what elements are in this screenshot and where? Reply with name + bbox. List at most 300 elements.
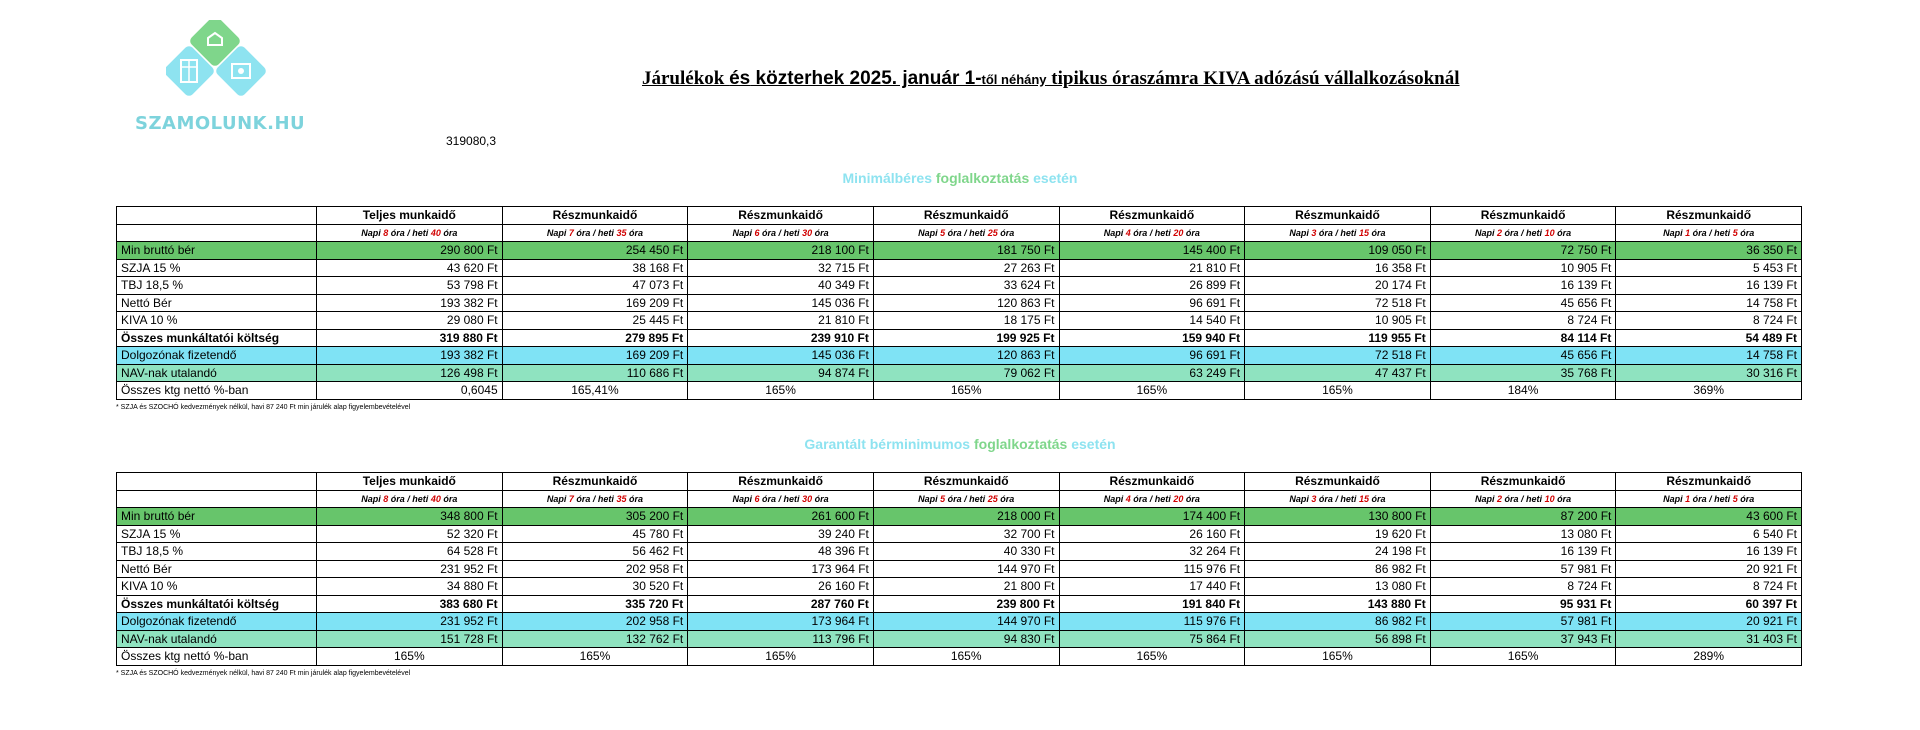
hours-value: 5: [1732, 493, 1738, 504]
value-cell: 8 724 Ft: [1430, 312, 1616, 330]
column-header: Részmunkaidő: [1430, 473, 1616, 491]
hours-value: 10: [1544, 227, 1555, 238]
row-label: TBJ 18,5 %: [117, 543, 317, 561]
section2-title: [0, 436, 1920, 452]
column-header: Részmunkaidő: [1430, 207, 1616, 225]
value-cell: 24 198 Ft: [1245, 543, 1431, 561]
value-cell: 47 437 Ft: [1245, 364, 1431, 382]
hours-label: óra / heti: [390, 227, 429, 238]
table-row: [117, 347, 1802, 365]
calculator-house-logo-icon: [166, 20, 276, 106]
value-cell: 64 528 Ft: [317, 543, 503, 561]
value-cell: 254 450 Ft: [502, 242, 688, 260]
reference-number: 319080,3: [446, 134, 497, 148]
title-part: tipikus óraszámra KIVA adózású vállalkozásoknál: [1046, 68, 1460, 89]
value-cell: 16 139 Ft: [1616, 277, 1802, 295]
value-cell: 35 768 Ft: [1430, 364, 1616, 382]
hours-label: óra: [1000, 493, 1015, 504]
row-label: Összes ktg nettó %-ban: [117, 648, 317, 666]
value-cell: 21 810 Ft: [1059, 259, 1245, 277]
column-header: Részmunkaidő: [1059, 207, 1245, 225]
section1-title: [0, 170, 1920, 186]
hours-value: 25: [987, 493, 998, 504]
value-cell: 193 382 Ft: [317, 294, 503, 312]
value-cell: 14 758 Ft: [1616, 294, 1802, 312]
value-cell: 369%: [1616, 382, 1802, 400]
hours-value: 5: [940, 227, 946, 238]
value-cell: 36 350 Ft: [1616, 242, 1802, 260]
value-cell: 26 160 Ft: [1059, 525, 1245, 543]
hours-value: 4: [1125, 227, 1131, 238]
hours-value: 5: [1732, 227, 1738, 238]
value-cell: 94 830 Ft: [873, 630, 1059, 648]
section-title-part: Garantált bérminimumos: [804, 436, 971, 452]
column-header: Részmunkaidő: [688, 207, 874, 225]
section-title-part: Minimálbéres: [842, 170, 932, 186]
value-cell: 110 686 Ft: [502, 364, 688, 382]
value-cell: 54 489 Ft: [1616, 329, 1802, 347]
header-row: [117, 473, 1802, 491]
page-title: [642, 68, 1460, 90]
value-cell: 30 316 Ft: [1616, 364, 1802, 382]
value-cell: 14 758 Ft: [1616, 347, 1802, 365]
value-cell: 20 921 Ft: [1616, 613, 1802, 631]
hours-label: óra / heti: [1318, 493, 1357, 504]
hours-cell: [1059, 490, 1245, 508]
hours-label: óra / heti: [762, 227, 800, 238]
row-label: Dolgozónak fizetendő: [117, 613, 317, 631]
hours-value: 30: [802, 493, 813, 504]
value-cell: 27 263 Ft: [873, 259, 1059, 277]
value-cell: 165%: [688, 648, 874, 666]
blank-cell: [117, 224, 317, 242]
hours-label: Napi: [361, 493, 381, 504]
logo-text: SZAMOLUNK.HU: [135, 113, 306, 134]
value-cell: 10 905 Ft: [1245, 312, 1431, 330]
guaranteed-minimum-table: [116, 472, 1802, 666]
table-row: [117, 595, 1802, 613]
value-cell: 29 080 Ft: [317, 312, 503, 330]
blank-cell: [117, 473, 317, 491]
value-cell: 16 139 Ft: [1616, 543, 1802, 561]
value-cell: 32 715 Ft: [688, 259, 874, 277]
value-cell: 305 200 Ft: [502, 508, 688, 526]
value-cell: 169 209 Ft: [502, 347, 688, 365]
hours-label: óra: [1557, 227, 1572, 238]
value-cell: 130 800 Ft: [1245, 508, 1431, 526]
hours-cell: [1245, 224, 1431, 242]
hours-value: 35: [616, 493, 627, 504]
hours-value: 35: [616, 227, 627, 238]
hours-label: Napi: [546, 493, 567, 504]
table-row: [117, 329, 1802, 347]
value-cell: 165,41%: [502, 382, 688, 400]
column-header: Részmunkaidő: [1616, 473, 1802, 491]
value-cell: 173 964 Ft: [688, 560, 874, 578]
value-cell: 6 540 Ft: [1616, 525, 1802, 543]
value-cell: 239 910 Ft: [688, 329, 874, 347]
value-cell: 159 940 Ft: [1059, 329, 1245, 347]
value-cell: 13 080 Ft: [1245, 578, 1431, 596]
value-cell: 173 964 Ft: [688, 613, 874, 631]
value-cell: 45 656 Ft: [1430, 294, 1616, 312]
value-cell: 30 520 Ft: [502, 578, 688, 596]
header-row: [117, 207, 1802, 225]
value-cell: 184%: [1430, 382, 1616, 400]
value-cell: 165%: [873, 648, 1059, 666]
value-cell: 34 880 Ft: [317, 578, 503, 596]
value-cell: 191 840 Ft: [1059, 595, 1245, 613]
value-cell: 5 453 Ft: [1616, 259, 1802, 277]
value-cell: 348 800 Ft: [317, 508, 503, 526]
hours-cell: [1616, 490, 1802, 508]
hours-row: [117, 490, 1802, 508]
value-cell: 45 780 Ft: [502, 525, 688, 543]
value-cell: 169 209 Ft: [502, 294, 688, 312]
value-cell: 144 970 Ft: [873, 560, 1059, 578]
value-cell: 319 880 Ft: [317, 329, 503, 347]
value-cell: 218 000 Ft: [873, 508, 1059, 526]
value-cell: 151 728 Ft: [317, 630, 503, 648]
hours-cell: [873, 224, 1059, 242]
hours-label: óra: [1740, 227, 1755, 238]
value-cell: 72 518 Ft: [1245, 294, 1431, 312]
value-cell: 37 943 Ft: [1430, 630, 1616, 648]
hours-label: óra: [1371, 227, 1386, 238]
value-cell: 165%: [1059, 382, 1245, 400]
hours-label: óra: [814, 227, 829, 238]
value-cell: 57 981 Ft: [1430, 560, 1616, 578]
column-header: Részmunkaidő: [1616, 207, 1802, 225]
row-label: Min bruttó bér: [117, 508, 317, 526]
hours-value: 2: [1497, 227, 1503, 238]
table-row: [117, 277, 1802, 295]
value-cell: 126 498 Ft: [317, 364, 503, 382]
value-cell: 25 445 Ft: [502, 312, 688, 330]
blank-cell: [117, 490, 317, 508]
hours-value: 1: [1685, 227, 1691, 238]
value-cell: 335 720 Ft: [502, 595, 688, 613]
value-cell: 202 958 Ft: [502, 613, 688, 631]
hours-cell: [317, 224, 503, 242]
column-header: Részmunkaidő: [1245, 473, 1431, 491]
row-label: Nettó Bér: [117, 560, 317, 578]
hours-label: óra: [628, 493, 643, 504]
section-title-part: foglalkoztatás: [973, 436, 1068, 452]
value-cell: 115 976 Ft: [1059, 613, 1245, 631]
hours-value: 2: [1497, 493, 1503, 504]
hours-label: óra / heti: [1318, 227, 1357, 238]
row-label: Dolgozónak fizetendő: [117, 347, 317, 365]
value-cell: 383 680 Ft: [317, 595, 503, 613]
value-cell: 239 800 Ft: [873, 595, 1059, 613]
value-cell: 52 320 Ft: [317, 525, 503, 543]
hours-cell: [688, 224, 874, 242]
value-cell: 75 864 Ft: [1059, 630, 1245, 648]
hours-value: 7: [568, 493, 574, 504]
value-cell: 144 970 Ft: [873, 613, 1059, 631]
value-cell: 57 981 Ft: [1430, 613, 1616, 631]
value-cell: 43 600 Ft: [1616, 508, 1802, 526]
table-row: [117, 560, 1802, 578]
minimum-wage-table: [116, 206, 1802, 400]
column-header: Részmunkaidő: [1059, 473, 1245, 491]
value-cell: 31 403 Ft: [1616, 630, 1802, 648]
hours-label: óra / heti: [1692, 493, 1731, 504]
value-cell: 287 760 Ft: [688, 595, 874, 613]
value-cell: 231 952 Ft: [317, 560, 503, 578]
hours-label: óra / heti: [762, 493, 800, 504]
value-cell: 165%: [1245, 648, 1431, 666]
title-part: től néhány: [981, 72, 1047, 87]
hours-label: Napi: [732, 227, 752, 238]
table-row: [117, 259, 1802, 277]
hours-label: Napi: [1103, 227, 1124, 238]
row-label: NAV-nak utalandó: [117, 630, 317, 648]
value-cell: 143 880 Ft: [1245, 595, 1431, 613]
value-cell: 38 168 Ft: [502, 259, 688, 277]
section-title-part: foglalkoztatás: [935, 170, 1030, 186]
value-cell: 174 400 Ft: [1059, 508, 1245, 526]
hours-value: 40: [430, 227, 441, 238]
hours-cell: [1616, 224, 1802, 242]
hours-label: óra / heti: [1133, 227, 1171, 238]
row-label: NAV-nak utalandó: [117, 364, 317, 382]
hours-label: óra / heti: [576, 493, 614, 504]
hours-label: óra: [443, 493, 458, 504]
logo[interactable]: [132, 18, 312, 138]
value-cell: 8 724 Ft: [1616, 578, 1802, 596]
column-header: Részmunkaidő: [1245, 207, 1431, 225]
value-cell: 60 397 Ft: [1616, 595, 1802, 613]
title-part: közterhek 2025. január 1-: [750, 68, 982, 89]
hours-cell: [873, 490, 1059, 508]
value-cell: 165%: [1059, 648, 1245, 666]
value-cell: 87 200 Ft: [1430, 508, 1616, 526]
value-cell: 165%: [502, 648, 688, 666]
table-row: [117, 525, 1802, 543]
hours-label: óra / heti: [947, 493, 986, 504]
value-cell: 218 100 Ft: [688, 242, 874, 260]
value-cell: 120 863 Ft: [873, 347, 1059, 365]
table-row: [117, 242, 1802, 260]
hours-label: óra / heti: [1133, 493, 1171, 504]
value-cell: 48 396 Ft: [688, 543, 874, 561]
row-label: TBJ 18,5 %: [117, 277, 317, 295]
column-header: Részmunkaidő: [688, 473, 874, 491]
value-cell: 84 114 Ft: [1430, 329, 1616, 347]
hours-label: óra / heti: [947, 227, 986, 238]
hours-value: 6: [754, 493, 760, 504]
footnote: * SZJA és SZOCHÓ kedvezmények nélkül, havi 87 240 Ft min járulék alap figyelembevételével: [116, 670, 411, 677]
row-label: Összes munkáltatói költség: [117, 595, 317, 613]
hours-value: 15: [1358, 227, 1369, 238]
value-cell: 21 810 Ft: [688, 312, 874, 330]
hours-label: Napi: [1289, 493, 1309, 504]
hours-value: 40: [430, 493, 441, 504]
value-cell: 18 175 Ft: [873, 312, 1059, 330]
row-label: SZJA 15 %: [117, 525, 317, 543]
value-cell: 165%: [1245, 382, 1431, 400]
hours-label: Napi: [1474, 493, 1495, 504]
value-cell: 32 700 Ft: [873, 525, 1059, 543]
table-row: [117, 543, 1802, 561]
value-cell: 79 062 Ft: [873, 364, 1059, 382]
value-cell: 113 796 Ft: [688, 630, 874, 648]
hours-label: óra / heti: [576, 227, 614, 238]
hours-label: Napi: [1474, 227, 1495, 238]
value-cell: 39 240 Ft: [688, 525, 874, 543]
value-cell: 0,6045: [317, 382, 503, 400]
hours-label: óra: [443, 227, 458, 238]
hours-cell: [1430, 490, 1616, 508]
hours-value: 15: [1358, 493, 1369, 504]
table-row: [117, 364, 1802, 382]
hours-label: Napi: [361, 227, 381, 238]
table-row: [117, 294, 1802, 312]
value-cell: 40 330 Ft: [873, 543, 1059, 561]
hours-cell: [502, 490, 688, 508]
value-cell: 26 899 Ft: [1059, 277, 1245, 295]
hours-value: 3: [1311, 227, 1317, 238]
value-cell: 33 624 Ft: [873, 277, 1059, 295]
table-row: [117, 630, 1802, 648]
value-cell: 109 050 Ft: [1245, 242, 1431, 260]
hours-value: 8: [383, 227, 389, 238]
value-cell: 132 762 Ft: [502, 630, 688, 648]
value-cell: 20 921 Ft: [1616, 560, 1802, 578]
hours-label: óra: [1740, 493, 1755, 504]
table-row: [117, 508, 1802, 526]
hours-value: 10: [1544, 493, 1555, 504]
value-cell: 86 982 Ft: [1245, 560, 1431, 578]
hours-value: 3: [1311, 493, 1317, 504]
value-cell: 86 982 Ft: [1245, 613, 1431, 631]
value-cell: 231 952 Ft: [317, 613, 503, 631]
row-label: Min bruttó bér: [117, 242, 317, 260]
value-cell: 199 925 Ft: [873, 329, 1059, 347]
hours-value: 20: [1173, 227, 1184, 238]
value-cell: 32 264 Ft: [1059, 543, 1245, 561]
table-row: [117, 578, 1802, 596]
column-header: Teljes munkaidő: [317, 473, 503, 491]
value-cell: 202 958 Ft: [502, 560, 688, 578]
hours-label: óra: [1000, 227, 1015, 238]
table-row: [117, 382, 1802, 400]
column-header: Részmunkaidő: [502, 207, 688, 225]
value-cell: 63 249 Ft: [1059, 364, 1245, 382]
value-cell: 16 139 Ft: [1430, 543, 1616, 561]
hours-label: óra / heti: [1504, 493, 1543, 504]
value-cell: 289%: [1616, 648, 1802, 666]
value-cell: 145 400 Ft: [1059, 242, 1245, 260]
row-label: KIVA 10 %: [117, 578, 317, 596]
value-cell: 8 724 Ft: [1616, 312, 1802, 330]
blank-cell: [117, 207, 317, 225]
value-cell: 13 080 Ft: [1430, 525, 1616, 543]
hours-cell: [1430, 224, 1616, 242]
hours-cell: [317, 490, 503, 508]
value-cell: 40 349 Ft: [688, 277, 874, 295]
value-cell: 72 750 Ft: [1430, 242, 1616, 260]
value-cell: 165%: [1430, 648, 1616, 666]
section-title-part: esetén: [1071, 436, 1116, 452]
value-cell: 8 724 Ft: [1430, 578, 1616, 596]
title-part: és: [729, 68, 751, 89]
value-cell: 72 518 Ft: [1245, 347, 1431, 365]
value-cell: 17 440 Ft: [1059, 578, 1245, 596]
footnote: * SZJA és SZOCHÓ kedvezmények nélkül, havi 87 240 Ft min járulék alap figyelembevételével: [116, 404, 411, 411]
row-label: SZJA 15 %: [117, 259, 317, 277]
hours-cell: [688, 490, 874, 508]
hours-label: Napi: [1663, 227, 1683, 238]
column-header: Részmunkaidő: [502, 473, 688, 491]
table-row: [117, 613, 1802, 631]
hours-label: Napi: [918, 493, 938, 504]
hours-cell: [502, 224, 688, 242]
value-cell: 14 540 Ft: [1059, 312, 1245, 330]
section-title-part: esetén: [1033, 170, 1078, 186]
value-cell: 145 036 Ft: [688, 294, 874, 312]
value-cell: 119 955 Ft: [1245, 329, 1431, 347]
value-cell: 290 800 Ft: [317, 242, 503, 260]
hours-label: óra: [814, 493, 829, 504]
value-cell: 279 895 Ft: [502, 329, 688, 347]
hours-cell: [1245, 490, 1431, 508]
hours-label: Napi: [918, 227, 938, 238]
hours-label: Napi: [1103, 493, 1124, 504]
table-row: [117, 648, 1802, 666]
value-cell: 96 691 Ft: [1059, 347, 1245, 365]
value-cell: 165%: [317, 648, 503, 666]
hours-value: 4: [1125, 493, 1131, 504]
value-cell: 165%: [688, 382, 874, 400]
title-part: Járulékok: [642, 68, 730, 89]
value-cell: 43 620 Ft: [317, 259, 503, 277]
value-cell: 53 798 Ft: [317, 277, 503, 295]
value-cell: 120 863 Ft: [873, 294, 1059, 312]
hours-value: 5: [940, 493, 946, 504]
hours-value: 8: [383, 493, 389, 504]
value-cell: 16 139 Ft: [1430, 277, 1616, 295]
value-cell: 56 898 Ft: [1245, 630, 1431, 648]
value-cell: 16 358 Ft: [1245, 259, 1431, 277]
value-cell: 261 600 Ft: [688, 508, 874, 526]
hours-value: 25: [987, 227, 998, 238]
value-cell: 94 874 Ft: [688, 364, 874, 382]
value-cell: 20 174 Ft: [1245, 277, 1431, 295]
value-cell: 193 382 Ft: [317, 347, 503, 365]
value-cell: 19 620 Ft: [1245, 525, 1431, 543]
hours-value: 20: [1173, 493, 1184, 504]
value-cell: 145 036 Ft: [688, 347, 874, 365]
value-cell: 26 160 Ft: [688, 578, 874, 596]
hours-label: óra / heti: [1504, 227, 1543, 238]
row-label: Összes munkáltatói költség: [117, 329, 317, 347]
hours-label: óra / heti: [1692, 227, 1731, 238]
hours-row: [117, 224, 1802, 242]
hours-label: óra: [1557, 493, 1572, 504]
hours-value: 1: [1685, 493, 1691, 504]
hours-label: Napi: [1663, 493, 1683, 504]
value-cell: 45 656 Ft: [1430, 347, 1616, 365]
hours-label: óra: [1371, 493, 1386, 504]
value-cell: 10 905 Ft: [1430, 259, 1616, 277]
value-cell: 95 931 Ft: [1430, 595, 1616, 613]
hours-label: Napi: [546, 227, 567, 238]
hours-label: óra: [628, 227, 643, 238]
hours-label: óra / heti: [390, 493, 429, 504]
